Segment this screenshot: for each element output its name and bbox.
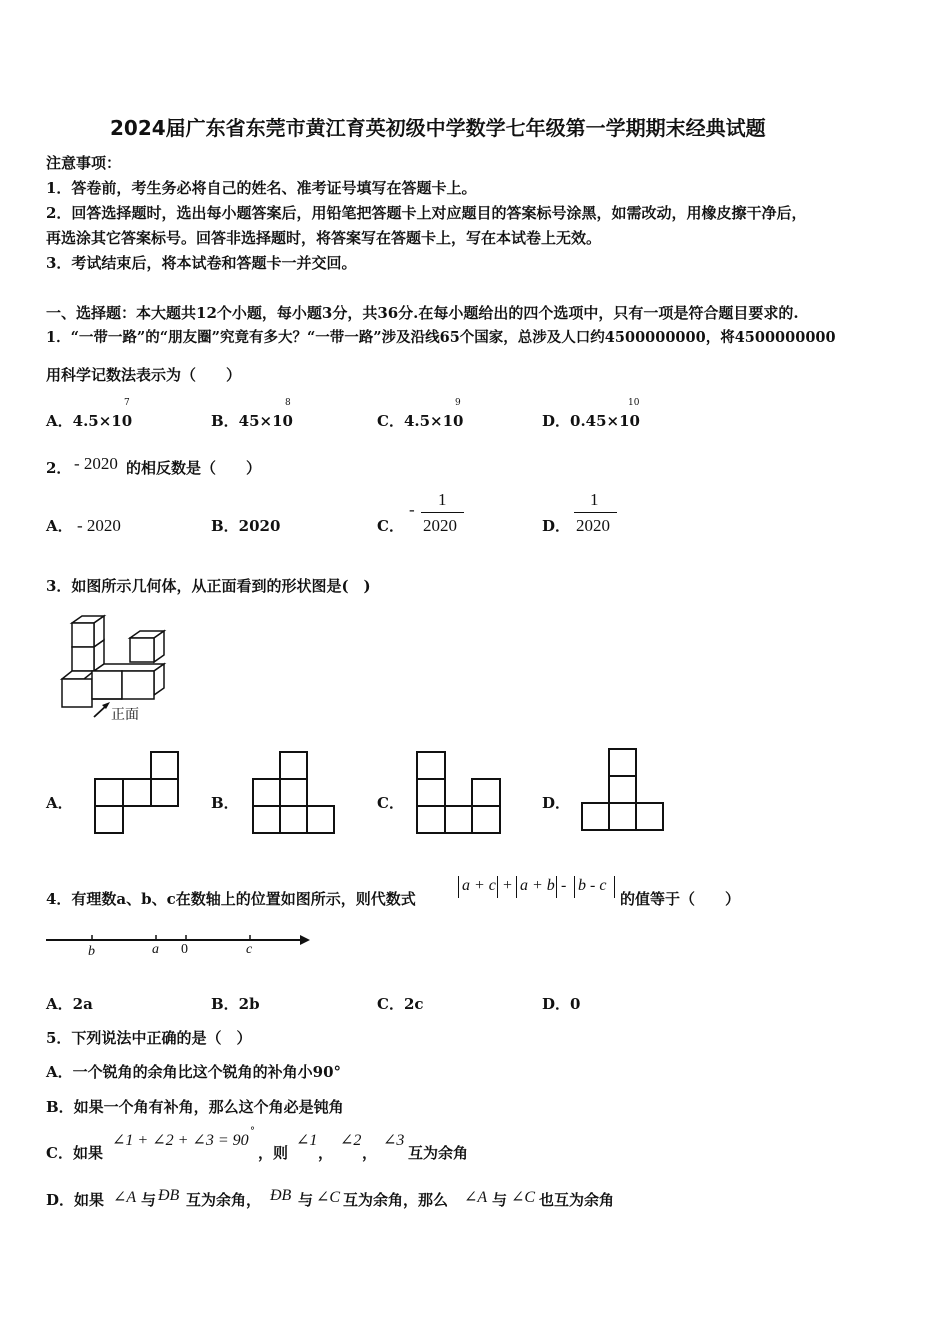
option-d[interactable]: D．0.45×10 xyxy=(542,412,640,430)
option-d[interactable]: D． xyxy=(542,517,571,535)
option-c-text: ，则 xyxy=(258,1144,289,1162)
option-d-text: 与 xyxy=(298,1191,314,1209)
question-1-stem: 1．“一带一路”的“朋友圈”究竟有多大？“一带一路”涉及沿线65个国家，总涉及人口约4500000000，将4500000000 xyxy=(46,329,836,346)
option-c-shape xyxy=(416,751,506,837)
angle-b: ÐB xyxy=(158,1187,180,1204)
option-b[interactable]: B． xyxy=(211,794,239,812)
question-2-number: 2． xyxy=(46,459,72,477)
term: a + c xyxy=(462,877,496,894)
option-b[interactable]: B．45×10 xyxy=(211,412,293,430)
option-d-text: 也互为余角 xyxy=(539,1191,615,1209)
fraction-bar xyxy=(421,512,464,513)
angle-c: ∠C xyxy=(511,1189,536,1206)
axis-label-b: b xyxy=(88,944,95,959)
separator: ， xyxy=(318,1144,334,1162)
question-5-stem: 5．下列说法中正确的是（ ） xyxy=(46,1029,252,1047)
axis-label-c: c xyxy=(246,942,253,957)
angle-expression: ∠1 + ∠2 + ∠3 = 90 xyxy=(112,1132,249,1149)
abs-bar xyxy=(516,876,517,898)
option-c[interactable]: C．2c xyxy=(377,995,424,1013)
term: a + b xyxy=(520,877,555,894)
question-1-stem-cont: 用科学记数法表示为（ ） xyxy=(46,366,242,384)
option-d-text: 与 xyxy=(492,1191,508,1209)
exponent: 7 xyxy=(124,398,130,408)
notice-heading: 注意事项： xyxy=(46,154,122,172)
notice-item: 3．考试结束后，将本试卷和答题卡一并交回。 xyxy=(46,254,357,272)
axis-label-a: a xyxy=(152,942,159,957)
option-a[interactable]: A．2a xyxy=(46,995,93,1013)
option-d-shape xyxy=(581,748,671,834)
page-title: 2024届广东省东莞市黄江育英初级中学数学七年级第一学期期末经典试题 xyxy=(110,116,766,140)
option-d-text: 与 xyxy=(141,1191,157,1209)
front-label: 正面 xyxy=(111,707,139,723)
degree-symbol: ° xyxy=(250,1126,255,1137)
question-4-stem: 4．有理数a、b、c在数轴上的位置如图所示，则代数式 xyxy=(46,890,416,908)
option-d[interactable]: D．如果 xyxy=(46,1191,105,1209)
fraction-bar xyxy=(574,512,617,513)
fraction-numerator: 1 xyxy=(590,490,599,509)
option-a-shape xyxy=(93,751,183,837)
angle-c: ∠C xyxy=(316,1189,341,1206)
exponent: 10 xyxy=(628,398,640,408)
fraction-numerator: 1 xyxy=(438,490,447,509)
option-c[interactable]: C． xyxy=(377,794,404,812)
option-d-text: 互为余角， xyxy=(186,1191,262,1209)
minus-sign: - xyxy=(561,877,567,894)
notice-item: 再选涂其它答案标号。回答非选择题时，将答案写在答题卡上，写在本试卷上无效。 xyxy=(46,229,602,247)
option-a-value: - 2020 xyxy=(77,516,121,535)
option-a[interactable]: A． xyxy=(46,517,73,535)
angle-3: ∠3 xyxy=(383,1132,405,1149)
expression: - 2020 xyxy=(74,454,118,473)
abs-bar xyxy=(458,876,459,898)
option-c[interactable]: C．4.5×10 xyxy=(377,412,464,430)
notice-item: 1．答卷前，考生务必将自己的姓名、准考证号填写在答题卡上。 xyxy=(46,179,477,197)
abs-bar xyxy=(614,876,615,898)
section-heading: 一、选择题：本大题共12个小题，每小题3分，共36分.在每小题给出的四个选项中，只有一项是符合题目要求的. xyxy=(46,304,799,322)
question-2-stem: 的相反数是（ ） xyxy=(126,459,262,477)
angle-b: ÐB xyxy=(270,1187,292,1204)
option-c[interactable]: C． xyxy=(377,517,404,535)
option-b[interactable]: B．如果一个角有补角，那么这个角必是钝角 xyxy=(46,1098,344,1116)
question-3-stem: 3．如图所示几何体，从正面看到的形状图是( ) xyxy=(46,577,371,595)
angle-a: ∠A xyxy=(464,1189,488,1206)
option-c[interactable]: C．如果 xyxy=(46,1144,103,1162)
fraction-denominator: 2020 xyxy=(576,516,610,535)
option-b-shape xyxy=(252,751,342,837)
exponent: 8 xyxy=(285,398,291,408)
notice-item: 2．回答选择题时，选出每小题答案后，用铅笔把答题卡上对应题目的答案标号涂黑，如需改动，用橡皮擦干净后， xyxy=(46,204,807,222)
option-b[interactable]: B．2b xyxy=(211,995,260,1013)
angle-1: ∠1 xyxy=(296,1132,318,1149)
option-d-text: 互为余角，那么 xyxy=(343,1191,449,1209)
exponent: 9 xyxy=(455,398,461,408)
minus-sign: - xyxy=(409,500,415,519)
option-d[interactable]: D．0 xyxy=(542,995,581,1013)
separator: ， xyxy=(362,1144,378,1162)
term: b - c xyxy=(578,877,607,894)
option-a[interactable]: A．4.5×10 xyxy=(46,412,133,430)
angle-2: ∠2 xyxy=(340,1132,362,1149)
angle-a: ∠A xyxy=(113,1189,137,1206)
option-a[interactable]: A． xyxy=(46,794,73,812)
abs-bar xyxy=(497,876,498,898)
arrow-icon xyxy=(300,935,310,945)
abs-bar xyxy=(556,876,557,898)
abs-bar xyxy=(574,876,575,898)
option-a[interactable]: A．一个锐角的余角比这个锐角的补角小90° xyxy=(46,1063,342,1081)
option-c-text: 互为余角 xyxy=(408,1144,469,1162)
fraction-denominator: 2020 xyxy=(423,516,457,535)
plus-sign: + xyxy=(503,877,513,894)
option-d[interactable]: D． xyxy=(542,794,571,812)
axis-label-0: 0 xyxy=(181,942,188,957)
option-b[interactable]: B．2020 xyxy=(211,517,281,535)
question-4-stem-end: 的值等于（ ） xyxy=(620,890,741,908)
